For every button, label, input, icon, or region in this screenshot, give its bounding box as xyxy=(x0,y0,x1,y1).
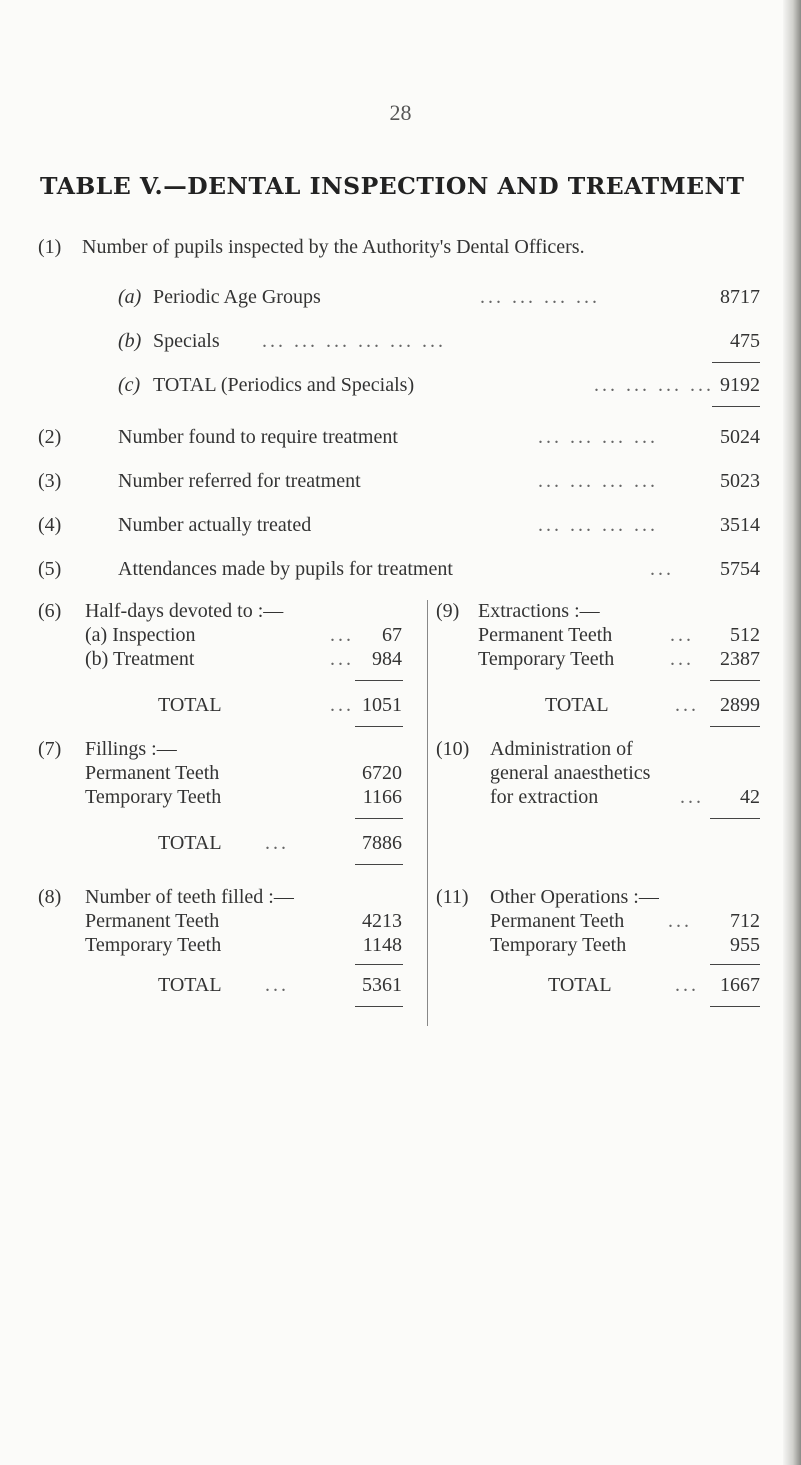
section-7-label: Fillings :— xyxy=(85,738,177,760)
table-title: TABLE V.—DENTAL INSPECTION AND TREATMENT xyxy=(40,172,745,200)
section-1b-label: Specials xyxy=(153,330,220,352)
section-10-line1: Administration of xyxy=(490,738,633,760)
section-3-label: Number referred for treatment xyxy=(118,470,361,492)
section-9-total: 2899 xyxy=(720,694,760,716)
section-11-total-leader: ... xyxy=(675,974,699,996)
section-8-total-leader: ... xyxy=(265,974,289,996)
section-7-rule xyxy=(355,818,403,819)
section-6-rule xyxy=(355,680,403,681)
section-9-row2-value: 2387 xyxy=(720,648,760,670)
section-6-number: (6) xyxy=(38,600,62,622)
section-9-total-label: TOTAL xyxy=(545,694,609,716)
section-1a-key: (a) xyxy=(118,286,142,308)
section-1b-rule xyxy=(712,362,760,363)
section-3-leader: ... ... ... ... xyxy=(538,470,658,492)
section-6-row1-value: 67 xyxy=(382,624,402,646)
section-10-value: 42 xyxy=(740,786,760,808)
section-7-total-label: TOTAL xyxy=(158,832,222,854)
section-5-leader: ... xyxy=(650,558,674,580)
section-1c-value: 9192 xyxy=(720,374,760,396)
section-7-total-rule xyxy=(355,864,403,865)
section-4-value: 3514 xyxy=(720,514,760,536)
section-6-total: 1051 xyxy=(362,694,402,716)
section-11-label: Other Operations :— xyxy=(490,886,659,908)
section-11-total-rule xyxy=(710,1006,760,1007)
section-7-total-leader: ... xyxy=(265,832,289,854)
section-5-label: Attendances made by pupils for treatment xyxy=(118,558,453,580)
section-7-row2-value: 1166 xyxy=(362,786,402,808)
section-8-row2-label: Temporary Teeth xyxy=(85,934,222,956)
section-1-label: Number of pupils inspected by the Authority's Dental Officers. xyxy=(82,236,585,258)
section-2-value: 5024 xyxy=(720,426,760,448)
section-3-number: (3) xyxy=(38,470,62,492)
section-4-leader: ... ... ... ... xyxy=(538,514,658,536)
section-2-label: Number found to require treatment xyxy=(118,426,398,448)
section-1a-label: Periodic Age Groups xyxy=(153,286,321,308)
section-10-line3: for extraction xyxy=(490,786,599,808)
section-1c-leader: ... ... ... ... xyxy=(594,374,714,396)
section-10-number: (10) xyxy=(436,738,470,760)
page-edge-shadow xyxy=(783,0,801,1465)
section-9-number: (9) xyxy=(436,600,460,622)
section-1-number: (1) xyxy=(38,236,62,258)
section-2-number: (2) xyxy=(38,426,62,448)
section-6-total-label: TOTAL xyxy=(158,694,222,716)
section-10-rule xyxy=(710,818,760,819)
section-7-row1-value: 6720 xyxy=(362,762,402,784)
section-8-number: (8) xyxy=(38,886,62,908)
section-3-value: 5023 xyxy=(720,470,760,492)
section-9-total-leader: ... xyxy=(675,694,699,716)
section-9-row1-label: Permanent Teeth xyxy=(478,624,613,646)
section-1b-key: (b) xyxy=(118,330,142,352)
section-1b-value: 475 xyxy=(730,330,760,352)
section-11-row1-label: Permanent Teeth xyxy=(490,910,625,932)
section-8-label: Number of teeth filled :— xyxy=(85,886,294,908)
section-9-label: Extractions :— xyxy=(478,600,600,622)
section-1c-label: TOTAL (Periodics and Specials) xyxy=(153,374,415,396)
section-7-row1-label: Permanent Teeth xyxy=(85,762,220,784)
section-9-row2-leader: ... xyxy=(670,648,694,670)
section-8-total-rule xyxy=(355,1006,403,1007)
section-6-row1-leader: ... xyxy=(330,624,354,646)
section-6-label: Half-days devoted to :— xyxy=(85,600,284,622)
section-8-row1-label: Permanent Teeth xyxy=(85,910,220,932)
column-divider xyxy=(427,600,428,1026)
section-8-rule xyxy=(355,964,403,965)
section-1b-leader: ... ... ... ... ... ... xyxy=(262,330,446,352)
section-7-row2-label: Temporary Teeth xyxy=(85,786,222,808)
section-11-rule xyxy=(710,964,760,965)
section-11-row1-value: 712 xyxy=(730,910,760,932)
section-8-row2-value: 1148 xyxy=(362,934,402,956)
section-6-row2-value: 984 xyxy=(372,648,402,670)
section-11-row2-label: Temporary Teeth xyxy=(490,934,627,956)
section-9-row1-value: 512 xyxy=(730,624,760,646)
section-1c-key: (c) xyxy=(118,374,141,396)
section-6-total-leader: ... xyxy=(330,694,354,716)
section-10-leader: ... xyxy=(680,786,704,808)
section-11-total-label: TOTAL xyxy=(548,974,612,996)
section-11-number: (11) xyxy=(436,886,469,908)
section-7-number: (7) xyxy=(38,738,62,760)
section-6-total-rule xyxy=(355,726,403,727)
section-4-label: Number actually treated xyxy=(118,514,312,536)
section-8-total-label: TOTAL xyxy=(158,974,222,996)
section-9-rule xyxy=(710,680,760,681)
section-9-total-rule xyxy=(710,726,760,727)
section-7-total: 7886 xyxy=(362,832,402,854)
section-6-row2-leader: ... xyxy=(330,648,354,670)
section-1c-rule xyxy=(712,406,760,407)
section-6-row2-label: (b) Treatment xyxy=(85,648,195,670)
section-5-number: (5) xyxy=(38,558,62,580)
section-5-value: 5754 xyxy=(720,558,760,580)
section-10-line2: general anaesthetics xyxy=(490,762,651,784)
section-4-number: (4) xyxy=(38,514,62,536)
section-2-leader: ... ... ... ... xyxy=(538,426,658,448)
section-1a-leader: ... ... ... ... xyxy=(480,286,600,308)
section-11-row2-value: 955 xyxy=(730,934,760,956)
page-number: 28 xyxy=(389,100,412,125)
section-6-row1-label: (a) Inspection xyxy=(85,624,196,646)
section-11-total: 1667 xyxy=(720,974,760,996)
section-1a-value: 8717 xyxy=(720,286,760,308)
section-8-row1-value: 4213 xyxy=(362,910,402,932)
section-9-row1-leader: ... xyxy=(670,624,694,646)
section-9-row2-label: Temporary Teeth xyxy=(478,648,615,670)
section-8-total: 5361 xyxy=(362,974,402,996)
section-11-row1-leader: ... xyxy=(668,910,692,932)
